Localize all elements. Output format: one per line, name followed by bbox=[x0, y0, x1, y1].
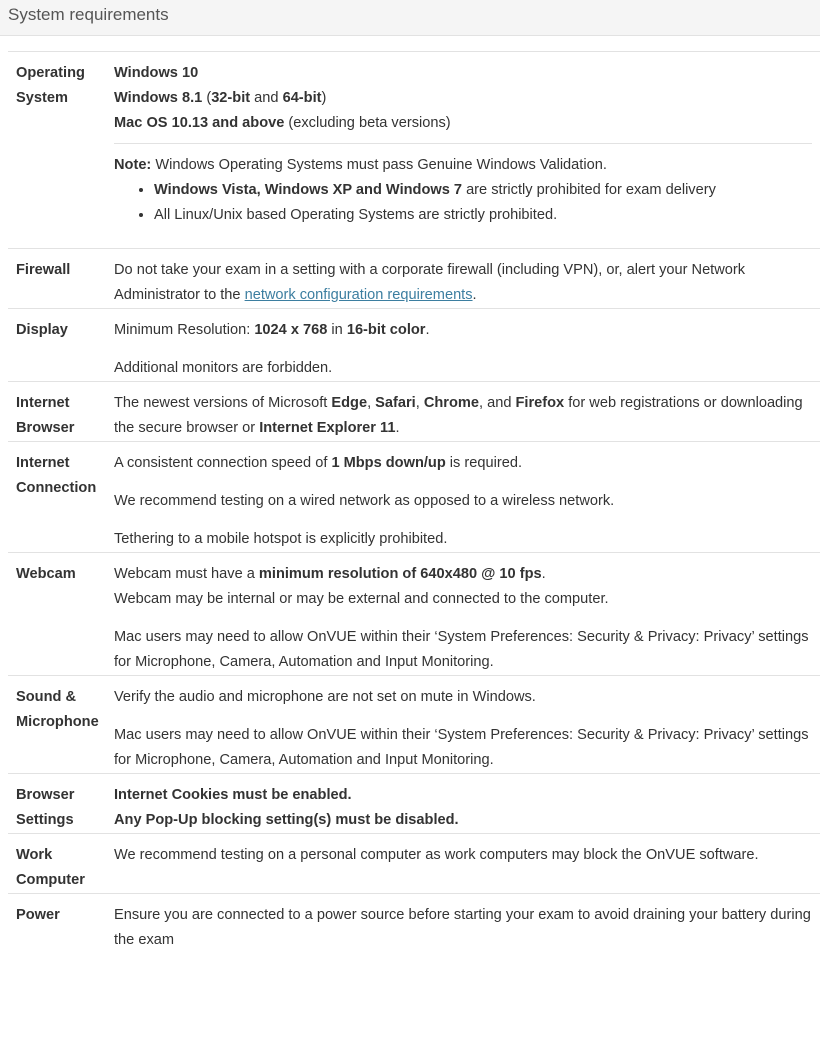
table-row-internet-connection bbox=[8, 442, 820, 553]
row-label-display: Display bbox=[16, 322, 68, 338]
cookies-requirement: Internet Cookies must be enabled. bbox=[114, 787, 352, 803]
table-row-operating-system bbox=[8, 52, 820, 249]
connection-tethering: Tethering to a mobile hotspot is explicitly prohibited. bbox=[114, 531, 448, 547]
display-resolution: Minimum Resolution: 1024 x 768 in 16-bit color. bbox=[114, 322, 430, 338]
network-config-link[interactable]: network configuration requirements bbox=[244, 287, 473, 303]
table-row-internet-browser bbox=[8, 382, 820, 442]
table-row-firewall bbox=[8, 249, 820, 309]
table-row-browser-settings bbox=[8, 774, 820, 834]
os-prohibited-list bbox=[114, 178, 812, 228]
row-content-display bbox=[114, 309, 820, 382]
row-label-operating-system: Operating System bbox=[16, 65, 85, 106]
firewall-text: Do not take your exam in a setting with a corporate firewall (including VPN), or, alert your Network Administrator to the network configuration requirements. bbox=[114, 262, 746, 303]
power-text: Ensure you are connected to a power source before starting your exam to avoid draining your battery during the exam bbox=[114, 907, 811, 948]
table-row-work-computer bbox=[8, 834, 820, 894]
row-content-webcam bbox=[114, 553, 820, 676]
row-label-sound: Sound & Microphone bbox=[16, 689, 99, 730]
sound-mute: Verify the audio and microphone are not set on mute in Windows. bbox=[114, 689, 536, 705]
popup-requirement: Any Pop-Up blocking setting(s) must be disabled. bbox=[114, 812, 459, 828]
os-windows-10: Windows 10 bbox=[114, 65, 199, 81]
os-note-text: Note: Windows Operating Systems must pass Genuine Windows Validation. bbox=[114, 157, 607, 173]
page-title: System requirements bbox=[0, 0, 820, 36]
webcam-internal: Webcam may be internal or may be external and connected to the computer. bbox=[114, 591, 609, 607]
row-label-internet-browser: Internet Browser bbox=[16, 395, 75, 436]
row-content-work-computer bbox=[114, 834, 820, 894]
row-label-internet-connection: Internet Connection bbox=[16, 455, 97, 496]
row-content-internet-browser bbox=[114, 382, 820, 442]
row-content-operating-system bbox=[114, 52, 820, 249]
connection-wired: We recommend testing on a wired network as opposed to a wireless network. bbox=[114, 493, 615, 509]
row-content-firewall bbox=[114, 249, 820, 309]
work-computer-text: We recommend testing on a personal computer as work computers may block the OnVUE software. bbox=[114, 847, 759, 863]
webcam-mac-note: Mac users may need to allow OnVUE within their ‘System Preferences: Security & Privacy: Privacy’ settings for Microphone, Camera, Automation and Input Monitoring. bbox=[114, 629, 809, 670]
os-note bbox=[114, 143, 812, 248]
connection-speed: A consistent connection speed of 1 Mbps down/up is required. bbox=[114, 455, 522, 471]
os-windows-81: Windows 8.1 (32-bit and 64-bit) bbox=[114, 90, 327, 106]
row-content-browser-settings bbox=[114, 774, 820, 834]
table-row-sound bbox=[8, 676, 820, 774]
row-content-power bbox=[114, 894, 820, 954]
display-monitors: Additional monitors are forbidden. bbox=[114, 360, 333, 376]
row-label-power: Power bbox=[16, 907, 60, 923]
row-content-internet-connection bbox=[114, 442, 820, 553]
table-row-webcam bbox=[8, 553, 820, 676]
table-row-display bbox=[8, 309, 820, 382]
table-row-power bbox=[8, 894, 820, 954]
list-item: • Windows Vista, Windows XP and Windows 7 are strictly prohibited for exam delivery bbox=[154, 178, 812, 203]
list-item: • All Linux/Unix based Operating Systems are strictly prohibited. bbox=[154, 203, 812, 228]
browser-text: The newest versions of Microsoft Edge, Safari, Chrome, and Firefox for web registrations or downloading the secure browser or Internet Explorer 11. bbox=[114, 395, 803, 436]
row-label-webcam: Webcam bbox=[16, 566, 76, 582]
row-label-firewall: Firewall bbox=[16, 262, 71, 278]
requirements-table bbox=[8, 51, 820, 953]
row-label-work-computer: Work Computer bbox=[16, 847, 85, 888]
webcam-resolution: Webcam must have a minimum resolution of 640x480 @ 10 fps. bbox=[114, 566, 546, 582]
row-label-browser-settings: Browser Settings bbox=[16, 787, 75, 828]
os-mac: Mac OS 10.13 and above (excluding beta versions) bbox=[114, 115, 451, 131]
row-content-sound bbox=[114, 676, 820, 774]
sound-mac-note: Mac users may need to allow OnVUE within their ‘System Preferences: Security & Privacy: Privacy’ settings for Microphone, Camera, Automation and Input Monitoring. bbox=[114, 727, 809, 768]
